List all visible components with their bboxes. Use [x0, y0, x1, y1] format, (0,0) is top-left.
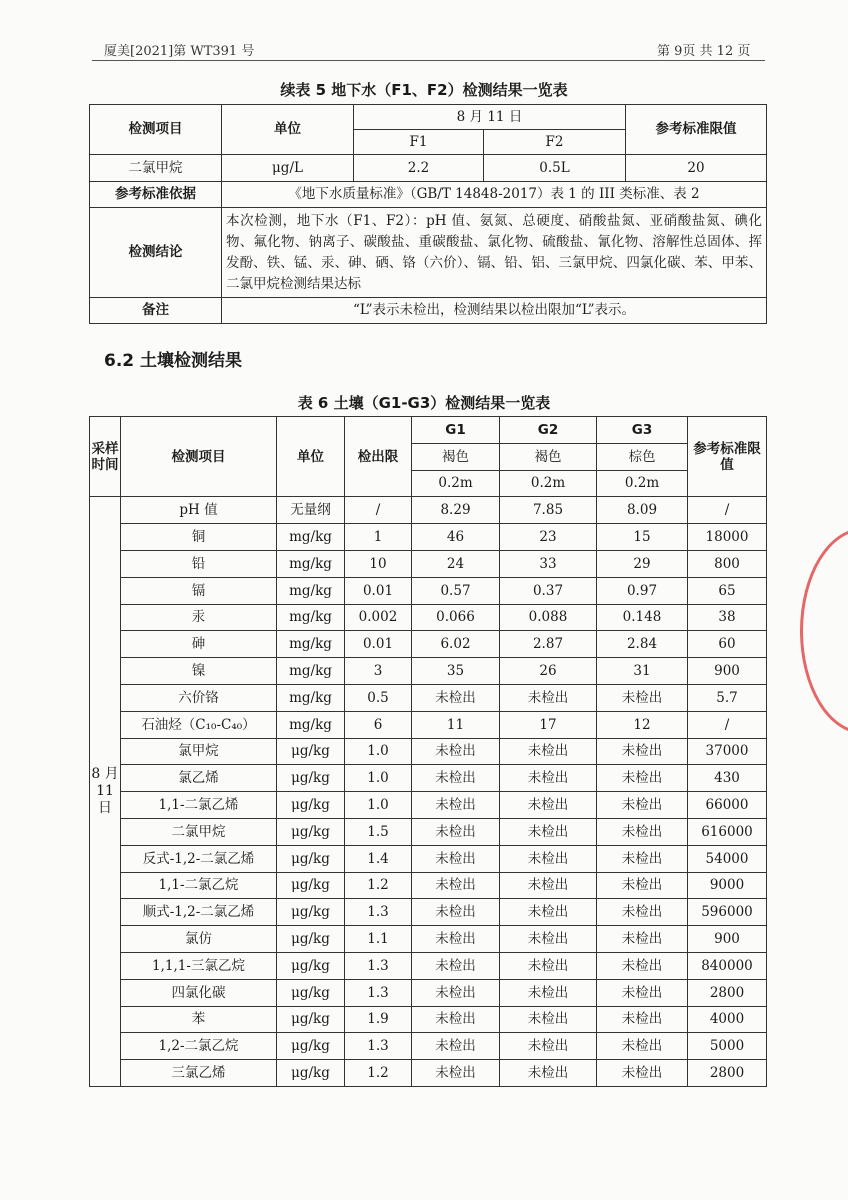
t5-unit: μg/L	[222, 155, 354, 182]
site-g1-color: 褐色	[412, 443, 500, 470]
site-g1: G1	[412, 417, 500, 444]
cell-unit: μg/kg	[277, 1060, 345, 1087]
site-g1-depth: 0.2m	[412, 470, 500, 497]
table-row	[90, 818, 767, 845]
cell-item: 汞	[121, 604, 277, 631]
table-row	[90, 524, 767, 551]
cell-unit: μg/kg	[277, 1006, 345, 1033]
cell-item: 镉	[121, 577, 277, 604]
table-row	[90, 1033, 767, 1060]
cell-g3: 29	[597, 550, 688, 577]
cell-g3: 未检出	[597, 792, 688, 819]
seal-stamp	[800, 528, 848, 734]
cell-unit: μg/kg	[277, 845, 345, 872]
cell-g3: 0.97	[597, 577, 688, 604]
cell-g1: 0.57	[412, 577, 500, 604]
cell-g3: 0.148	[597, 604, 688, 631]
cell-std: 840000	[688, 952, 767, 979]
cell-g2: 未检出	[500, 765, 597, 792]
cell-std: 2800	[688, 1060, 767, 1087]
table-row	[90, 631, 767, 658]
cell-unit: μg/kg	[277, 926, 345, 953]
table-row	[90, 604, 767, 631]
table-row	[90, 1060, 767, 1087]
cell-g2: 0.088	[500, 604, 597, 631]
cell-unit: μg/kg	[277, 765, 345, 792]
cell-g1: 未检出	[412, 792, 500, 819]
table-row	[90, 926, 767, 953]
cell-item: 六价铬	[121, 684, 277, 711]
cell-std: 4000	[688, 1006, 767, 1033]
t6-col-unit: 单位	[277, 417, 345, 497]
t5-f2: 0.5L	[484, 155, 626, 182]
cell-std: /	[688, 497, 767, 524]
cell-g1: 未检出	[412, 1033, 500, 1060]
cell-item: 1,1-二氯乙烷	[121, 872, 277, 899]
sampling-date: 8 月 11 日	[90, 497, 121, 1087]
cell-std: 900	[688, 926, 767, 953]
cell-g2: 26	[500, 658, 597, 685]
cell-unit: μg/kg	[277, 738, 345, 765]
cell-unit: mg/kg	[277, 577, 345, 604]
cell-g3: 未检出	[597, 845, 688, 872]
cell-item: 反式-1,2-二氯乙烯	[121, 845, 277, 872]
cell-g2: 未检出	[500, 1033, 597, 1060]
t5-row	[90, 155, 767, 182]
cell-std: 800	[688, 550, 767, 577]
table6-caption: 表 6 土壤（G1-G3）检测结果一览表	[297, 394, 551, 412]
cell-limit: 1.0	[345, 792, 412, 819]
t5-col-item: 检测项目	[90, 105, 222, 155]
cell-item: pH 值	[121, 497, 277, 524]
cell-limit: 1.4	[345, 845, 412, 872]
cell-g1: 未检出	[412, 979, 500, 1006]
cell-std: 5.7	[688, 684, 767, 711]
cell-g3: 未检出	[597, 818, 688, 845]
site-g2-color: 褐色	[500, 443, 597, 470]
t5-std: 20	[626, 155, 767, 182]
cell-std: 5000	[688, 1033, 767, 1060]
cell-g3: 15	[597, 524, 688, 551]
doc-number: 厦美[2021]第 WT391 号	[104, 44, 255, 59]
cell-g2: 未检出	[500, 979, 597, 1006]
t5-col-unit: 单位	[222, 105, 354, 155]
cell-limit: 0.002	[345, 604, 412, 631]
site-g3-depth: 0.2m	[597, 470, 688, 497]
table-row	[90, 684, 767, 711]
cell-limit: 1.0	[345, 738, 412, 765]
cell-g1: 未检出	[412, 1006, 500, 1033]
cell-g1: 6.02	[412, 631, 500, 658]
t6-col-limit: 检出限	[345, 417, 412, 497]
cell-g2: 17	[500, 711, 597, 738]
cell-g3: 8.09	[597, 497, 688, 524]
cell-limit: 0.01	[345, 631, 412, 658]
cell-g2: 未检出	[500, 1006, 597, 1033]
cell-g3: 未检出	[597, 899, 688, 926]
t5-f1: 2.2	[354, 155, 484, 182]
cell-item: 苯	[121, 1006, 277, 1033]
cell-limit: 1.2	[345, 872, 412, 899]
page-number: 第 9页 共 12 页	[657, 44, 751, 59]
cell-limit: 1.0	[345, 765, 412, 792]
table-row	[90, 979, 767, 1006]
table-row	[90, 497, 767, 524]
cell-g2: 23	[500, 524, 597, 551]
cell-g2: 未检出	[500, 1060, 597, 1087]
cell-unit: mg/kg	[277, 631, 345, 658]
cell-std: 66000	[688, 792, 767, 819]
cell-item: 铅	[121, 550, 277, 577]
cell-std: 430	[688, 765, 767, 792]
table-row	[90, 872, 767, 899]
cell-unit: mg/kg	[277, 658, 345, 685]
table-row	[90, 765, 767, 792]
cell-limit: 1.3	[345, 1033, 412, 1060]
cell-item: 氯甲烷	[121, 738, 277, 765]
cell-item: 1,1-二氯乙烯	[121, 792, 277, 819]
site-g2-depth: 0.2m	[500, 470, 597, 497]
groundwater-table	[89, 104, 767, 324]
cell-g1: 未检出	[412, 899, 500, 926]
cell-g1: 46	[412, 524, 500, 551]
cell-std: 9000	[688, 872, 767, 899]
cell-g1: 11	[412, 711, 500, 738]
cell-std: 65	[688, 577, 767, 604]
cell-g2: 33	[500, 550, 597, 577]
t5-col-std: 参考标准限值	[626, 105, 767, 155]
cell-g2: 0.37	[500, 577, 597, 604]
t5-basis-label: 参考标准依据	[90, 182, 222, 208]
cell-g1: 未检出	[412, 845, 500, 872]
cell-g3: 未检出	[597, 952, 688, 979]
cell-g1: 未检出	[412, 952, 500, 979]
cell-g1: 未检出	[412, 684, 500, 711]
cell-g3: 未检出	[597, 1006, 688, 1033]
cell-g2: 未检出	[500, 899, 597, 926]
cell-g3: 未检出	[597, 1060, 688, 1087]
cell-g3: 未检出	[597, 979, 688, 1006]
cell-unit: mg/kg	[277, 550, 345, 577]
t5-remark-label: 备注	[90, 298, 222, 324]
cell-g1: 0.066	[412, 604, 500, 631]
cell-unit: μg/kg	[277, 1033, 345, 1060]
table-row	[90, 1006, 767, 1033]
cell-unit: mg/kg	[277, 711, 345, 738]
cell-std: 38	[688, 604, 767, 631]
t5-remark-text: “L”表示未检出，检测结果以检出限加“L”表示。	[222, 298, 767, 324]
cell-unit: mg/kg	[277, 684, 345, 711]
cell-g2: 未检出	[500, 872, 597, 899]
cell-item: 砷	[121, 631, 277, 658]
t5-col-f2: F2	[484, 130, 626, 155]
cell-limit: 1.3	[345, 952, 412, 979]
cell-g3: 31	[597, 658, 688, 685]
cell-limit: 1.3	[345, 899, 412, 926]
cell-g2: 未检出	[500, 818, 597, 845]
cell-limit: 1	[345, 524, 412, 551]
cell-item: 镍	[121, 658, 277, 685]
cell-g2: 2.87	[500, 631, 597, 658]
cell-unit: 无量纲	[277, 497, 345, 524]
cell-limit: 1.2	[345, 1060, 412, 1087]
table-row	[90, 792, 767, 819]
cell-std: /	[688, 711, 767, 738]
cell-g3: 未检出	[597, 765, 688, 792]
cell-std: 596000	[688, 899, 767, 926]
cell-g1: 未检出	[412, 818, 500, 845]
cell-unit: μg/kg	[277, 818, 345, 845]
cell-limit: 1.3	[345, 979, 412, 1006]
cell-std: 2800	[688, 979, 767, 1006]
cell-item: 石油烃（C₁₀-C₄₀）	[121, 711, 277, 738]
t6-col-std: 参考标准限值	[688, 417, 767, 497]
t5-conclusion-label: 检测结论	[90, 208, 222, 298]
cell-g3: 未检出	[597, 926, 688, 953]
table-row	[90, 711, 767, 738]
cell-std: 60	[688, 631, 767, 658]
t5-conclusion-text: 本次检测，地下水（F1、F2）：pH 值、氨氮、总硬度、硝酸盐氮、亚硝酸盐氮、碘化物、氟化物、钠离子、碳酸盐、重碳酸盐、氯化物、硫酸盐、氰化物、溶解性总固体、挥发酚、铁、锰、汞、砷、硒、铬（六价）、镉、铅、铝、三氯甲烷、四氯化碳、苯、甲苯、二氯甲烷检测结果达标	[222, 208, 767, 298]
cell-item: 二氯甲烷	[121, 818, 277, 845]
cell-g1: 未检出	[412, 926, 500, 953]
cell-unit: μg/kg	[277, 952, 345, 979]
cell-g1: 未检出	[412, 738, 500, 765]
cell-g2: 未检出	[500, 684, 597, 711]
soil-table	[89, 416, 767, 1087]
cell-item: 四氯化碳	[121, 979, 277, 1006]
cell-g2: 未检出	[500, 738, 597, 765]
cell-item: 1,1,1-三氯乙烷	[121, 952, 277, 979]
t5-item: 二氯甲烷	[90, 155, 222, 182]
cell-g1: 8.29	[412, 497, 500, 524]
cell-std: 54000	[688, 845, 767, 872]
cell-std: 37000	[688, 738, 767, 765]
table-row	[90, 899, 767, 926]
cell-limit: 0.01	[345, 577, 412, 604]
cell-item: 铜	[121, 524, 277, 551]
t5-basis-text: 《地下水质量标准》（GB/T 14848-2017）表 1 的 III 类标准、表 2	[222, 182, 767, 208]
t5-col-date: 8 月 11 日	[354, 105, 626, 130]
cell-limit: 1.5	[345, 818, 412, 845]
cell-g3: 未检出	[597, 738, 688, 765]
t6-col-item: 检测项目	[121, 417, 277, 497]
cell-g3: 未检出	[597, 1033, 688, 1060]
cell-std: 18000	[688, 524, 767, 551]
cell-g2: 未检出	[500, 952, 597, 979]
section-title: 6.2 土壤检测结果	[104, 351, 243, 371]
header-rule	[92, 60, 765, 61]
site-g3: G3	[597, 417, 688, 444]
cell-std: 616000	[688, 818, 767, 845]
cell-limit: 0.5	[345, 684, 412, 711]
cell-g3: 未检出	[597, 684, 688, 711]
cell-limit: 1.1	[345, 926, 412, 953]
cell-limit: /	[345, 497, 412, 524]
cell-std: 900	[688, 658, 767, 685]
cell-g3: 12	[597, 711, 688, 738]
cell-g2: 未检出	[500, 926, 597, 953]
table-row	[90, 845, 767, 872]
cell-unit: mg/kg	[277, 604, 345, 631]
cell-g1: 未检出	[412, 765, 500, 792]
cell-item: 氯乙烯	[121, 765, 277, 792]
table-row	[90, 550, 767, 577]
cell-unit: μg/kg	[277, 979, 345, 1006]
site-g3-color: 棕色	[597, 443, 688, 470]
t5-col-f1: F1	[354, 130, 484, 155]
table-row	[90, 738, 767, 765]
site-g2: G2	[500, 417, 597, 444]
cell-unit: mg/kg	[277, 524, 345, 551]
cell-g2: 未检出	[500, 792, 597, 819]
cell-item: 氯仿	[121, 926, 277, 953]
cell-unit: μg/kg	[277, 872, 345, 899]
cell-unit: μg/kg	[277, 792, 345, 819]
table-row	[90, 952, 767, 979]
cell-item: 三氯乙烯	[121, 1060, 277, 1087]
cell-g3: 未检出	[597, 872, 688, 899]
t6-col-time: 采样时间	[90, 417, 121, 497]
cell-limit: 6	[345, 711, 412, 738]
cell-g3: 2.84	[597, 631, 688, 658]
cell-g1: 未检出	[412, 1060, 500, 1087]
cell-g1: 未检出	[412, 872, 500, 899]
cell-limit: 10	[345, 550, 412, 577]
table5-caption: 续表 5 地下水（F1、F2）检测结果一览表	[280, 81, 568, 99]
cell-unit: μg/kg	[277, 899, 345, 926]
cell-item: 1,2-二氯乙烷	[121, 1033, 277, 1060]
cell-item: 顺式-1,2-二氯乙烯	[121, 899, 277, 926]
cell-g2: 未检出	[500, 845, 597, 872]
cell-limit: 1.9	[345, 1006, 412, 1033]
table-row	[90, 577, 767, 604]
cell-g1: 24	[412, 550, 500, 577]
cell-limit: 3	[345, 658, 412, 685]
cell-g2: 7.85	[500, 497, 597, 524]
cell-g1: 35	[412, 658, 500, 685]
table-row	[90, 658, 767, 685]
